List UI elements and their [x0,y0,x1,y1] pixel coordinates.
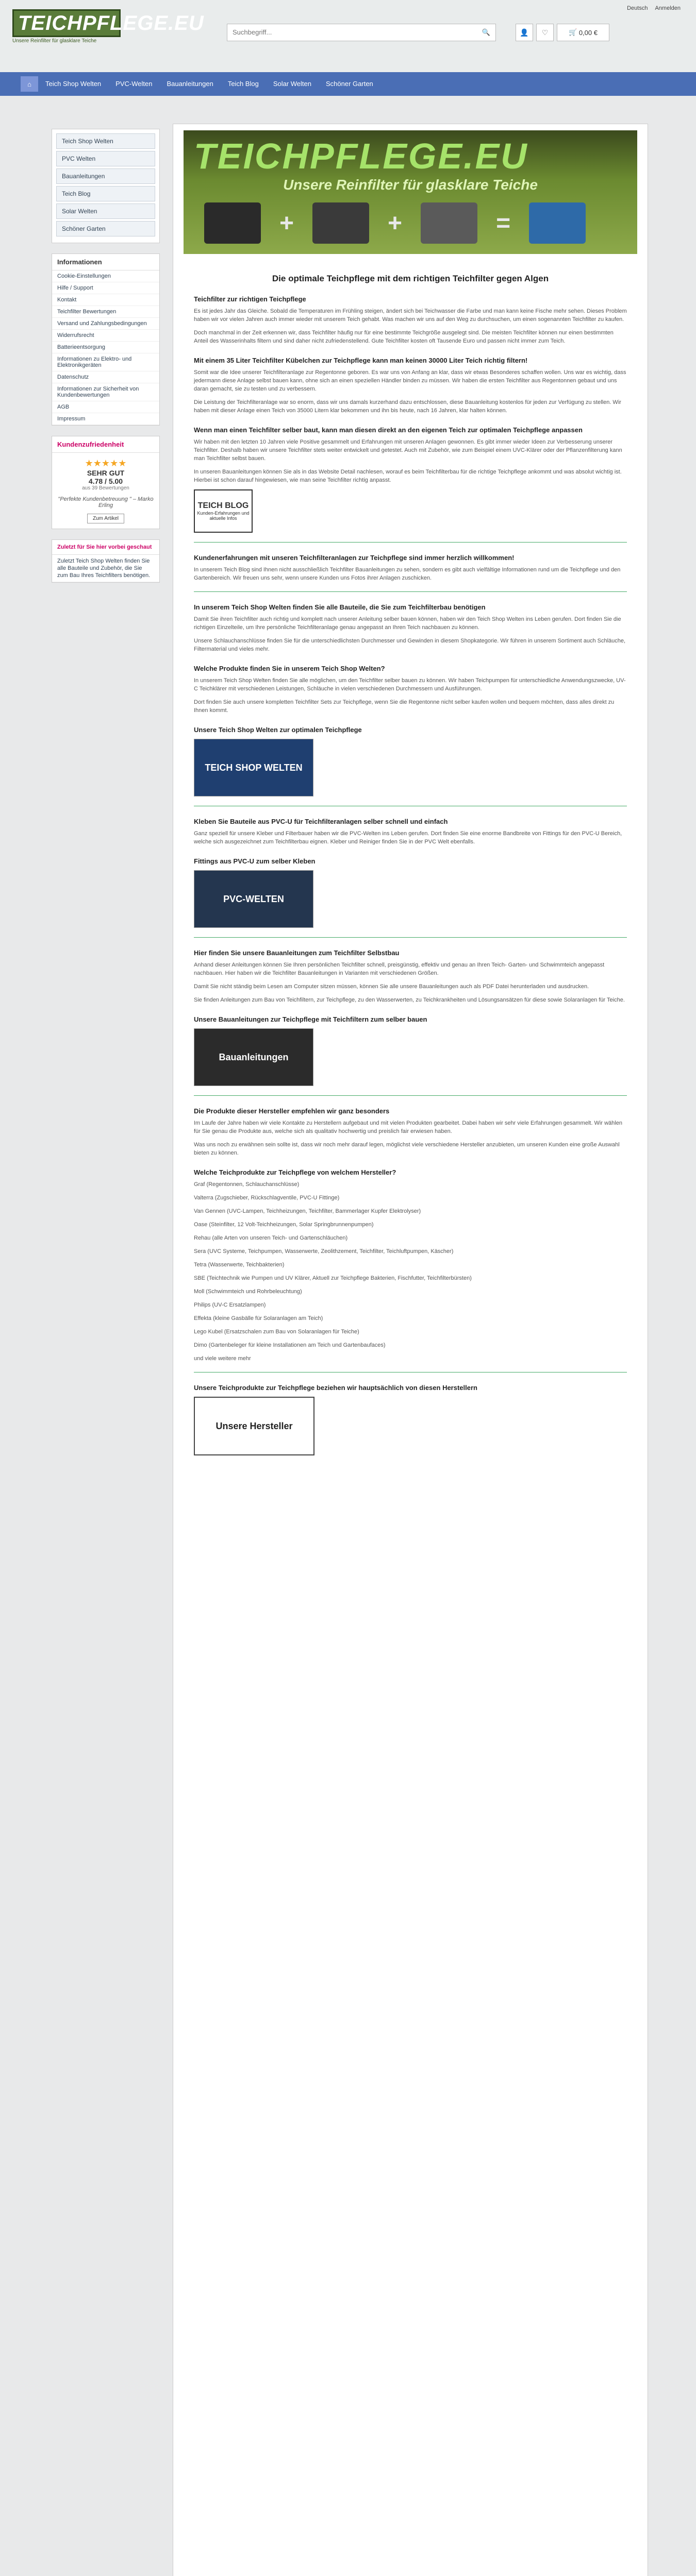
section-heading: Kundenerfahrungen mit unseren Teichfilteranlagen zur Teichpflege sind immer herzlich willkommen! [194,554,515,562]
blog-image[interactable] [194,489,253,533]
paragraph: Dort finden Sie auch unsere kompletten Teichfilter Sets zur Teichpflege, wenn Sie die Regentonne nicht selber kaufen wollen und bequem möchten, dass alles direkt zu Ihnen kommt. [194,699,615,714]
blog-image-caption: Kunden-Erfahrungen und aktuelle Infos [197,511,250,521]
section-heading: Hier finden Sie unsere Bauanleitungen zum Teichfilter Selbstbau [194,949,400,957]
recent-title: Zuletzt für Sie hier vorbei geschaut [52,540,159,555]
manufacturer-item: Lego Kubel (Ersatzschalen zum Bau von Solaranlagen für Teiche) [194,1329,359,1335]
section-heading: Kleben Sie Bauteile aus PVC-U für Teichfilteranlagen selber schnell und einfach [194,818,448,825]
section-heading: Welche Produkte finden Sie in unserem Teich Shop Welten? [194,665,385,672]
manufacturer-item: Graf (Regentonnen, Schlauchanschlüsse) [194,1181,300,1188]
manufacturer-item: Oase (Steinfilter, 12 Volt-Teichheizungen, Solar Springbrunnenpumpen) [194,1222,374,1228]
section-heading: Die Produkte dieser Hersteller empfehlen wir ganz besonders [194,1107,390,1115]
manufacturer-item: Tetra (Wasserwerte, Teichbakterien) [194,1262,285,1268]
main-content [173,124,648,2576]
pipe-image [421,202,477,244]
pvc-welten-image[interactable]: PVC-WELTEN [194,870,313,928]
clear-pond-image [529,202,586,244]
hero-title: TEICHPFLEGE.EU [194,136,528,176]
info-link[interactable]: Versand und Zahlungsbedingungen [52,318,159,330]
recent-box [52,539,160,583]
rating-link[interactable]: Zum Artikel [87,514,124,523]
section-heading: Unsere Teichprodukte zur Teichpflege beziehen wir hauptsächlich von diesen Herstellern [194,1384,477,1392]
hero-products [204,202,586,244]
nav-item-teich-shop[interactable]: Teich Shop Welten [45,80,102,88]
paragraph: Damit Sie nicht ständig beim Lesen am Computer sitzen müssen, können Sie alle unsere Bauanleitungen auch als PDF Datei herunterladen und ausdrucken. [194,984,589,990]
bauanleitungen-image[interactable]: Bauanleitungen [194,1028,313,1086]
divider [194,1095,627,1096]
info-box [52,253,160,426]
home-icon[interactable]: ⌂ [21,76,38,92]
cart-button[interactable] [557,24,609,41]
plus-icon: + [279,209,294,237]
section-heading: Teichfilter zur richtigen Teichpflege [194,295,306,303]
hersteller-image[interactable]: Unsere Hersteller [194,1397,314,1455]
info-link[interactable]: Datenschutz [52,371,159,383]
manufacturer-item: Dimo (Gartenbeleger für kleine Installationen am Teich und Gartenbaufaces) [194,1342,386,1348]
paragraph: In unseren Bauanleitungen können Sie als in das Website Detail nachlesen, worauf es beim Teichfilterbau für die richtige Teichpflege ankommt und was absolut wichtig ist. Hierbei ist schon darauf hingewiesen, wie man seine Teichfilter richtig anpasst. [194,469,622,483]
paragraph: Unsere Schlauchanschlüsse finden Sie für die unterschiedlichsten Durchmesser und Gewinden in diesem Shopkategorie. Wir führen in unserem Sortiment auch Schläuche, Filtermaterial und vieles mehr. [194,638,626,652]
manufacturer-item: und viele weitere mehr [194,1355,251,1362]
main-navigation [0,72,696,96]
recent-text: Zuletzt Teich Shop Welten finden Sie alle Bauteile und Zubehör, die Sie zum Bau Ihres Teichfilters benötigen. [52,555,159,582]
divider [194,937,627,938]
sidebar-item-shop[interactable]: Teich Shop Welten [56,133,155,149]
paragraph: Sie finden Anleitungen zum Bau von Teichfiltern, zur Teichpflege, zu den Wasserwerten, zu Teichkrankheiten und Lösungsansätzen für diese sowie Solaranlagen für Teiche. [194,997,625,1003]
sidebar-item-solar[interactable]: Solar Welten [56,204,155,219]
search-bar [227,24,496,41]
paragraph: In unserem Teich Shop Welten finden Sie alle möglichen, um den Teichfilter selber bauen zu können. Wir haben Teichpumpen für unterschiedliche Anwendungszwecke, UV-C Teichklärer mit verschiedenen Leistungen, Schläuche in vielen verschiedenen Durchmessern und Ausführungen. [194,677,626,692]
manufacturer-item: Valterra (Zugschieber, Rückschlagventile, PVC-U Fittinge) [194,1195,340,1201]
logo-text[interactable]: TEICHPFLEGE.EU [12,9,121,37]
nav-item-solar[interactable]: Solar Welten [273,80,311,88]
sidebar-menu [52,129,160,243]
manufacturer-item: SBE (Teichtechnik wie Pumpen und UV Klärer, Aktuell zur Teichpflege Bakterien, Fischfutter, Teichfilterbürsten) [194,1275,472,1281]
star-rating-icon: ★★★★★ [85,458,127,468]
section-heading: Wenn man einen Teichfilter selber baut, kann man diesen direkt an den eigenen Teich zur optimalen Teichpflege anpassen [194,426,583,434]
section-heading: Unsere Teich Shop Welten zur optimalen Teichpflege [194,726,362,734]
paragraph: Es ist jedes Jahr das Gleiche. Sobald die Temperaturen im Frühling steigen, ändert sich bei Teichwasser die Farbe und man kann keine Fische mehr sehen. Dieses Problem haben wir vor vielen Jahren auch immer wieder mit unserem Teich gehabt. Was machen wir uns auf den Weg zu durchsuchen, um einen sogenannten Teichfilter zu kaufen. [194,308,627,323]
logo-subtitle: Unsere Reinfilter für glasklare Teiche [12,38,97,44]
sidebar-item-bau[interactable]: Bauanleitungen [56,168,155,184]
info-link[interactable]: Informationen zur Sicherheit von Kundenbewertungen [52,383,159,401]
manufacturer-item: Effekta (kleine Gasbälle für Solaranlagen am Teich) [194,1315,323,1321]
section-heading: Unsere Bauanleitungen zur Teichpflege mit Teichfiltern zum selber bauen [194,1015,427,1023]
paragraph: Damit Sie ihren Teichfilter auch richtig und komplett nach unserer Anleitung selber bauen können, haben wir den Teich Shop Welten ins Leben gerufen. Dort finden Sie die richtigen Einzelteile, um Ihre persönliche Teichfilteranlage genau angepasst an Ihren Teich nachbauen zu können. [194,616,621,631]
login-link[interactable]: Anmelden [655,5,681,11]
cart-total: 0,00 € [578,28,598,37]
user-icon[interactable]: 👤 [516,24,533,41]
rating-word: SEHR GUT [87,469,125,477]
paragraph: Die Leistung der Teichfilteranlage war so enorm, dass wir uns damals kurzerhand dazu entschlossen, diese Bauanleitung kostenlos für jeden zur Verfügung zu stellen. Wir haben mit dieser Anlage einen Teich von 35000 Litern klar bekommen und ihn bis heute, nach 16 Jahren, klar halten können. [194,399,621,414]
info-link[interactable]: Hilfe / Support [52,282,159,294]
header [0,0,696,72]
filter-tank-image [204,202,261,244]
heart-icon[interactable]: ♡ [536,24,554,41]
top-links [627,5,681,11]
article-title: Die optimale Teichpflege mit dem richtigen Teichfilter gegen Algen [272,274,549,283]
hero-subtitle: Unsere Reinfilter für glasklare Teiche [283,177,538,193]
rating-title: Kundenzufriedenheit [52,436,159,453]
paragraph: Ganz speziell für unsere Kleber und Filterbauer haben wir die PVC-Welten ins Leben gerufen. Dort finden Sie eine enorme Bandbreite von Fittings für den PVC-U Bereich, welche sich ausgezeichnet zum Teichfilterbau eignen. Kleber und Reiniger finden Sie in der PVC Welt ebenfalls. [194,831,622,845]
section-heading: Mit einem 35 Liter Teichfilter Kübelchen zur Teichpflege kann man keinen 30000 Liter Teich richtig filtern! [194,357,528,364]
section-heading: Welche Teichprodukte zur Teichpflege von welchem Hersteller? [194,1168,396,1176]
nav-item-garten[interactable]: Schöner Garten [326,80,373,88]
manufacturer-item: Rehau (alle Arten von unseren Teich- und Gartenschläuchen) [194,1235,348,1241]
header-actions [516,24,609,41]
rating-value: 4.78 / 5.00 [88,477,123,485]
info-link[interactable]: Cookie-Einstellungen [52,270,159,282]
blog-image-title: TEICH BLOG [197,501,249,510]
logo[interactable] [12,9,204,56]
plus-icon: + [388,209,403,237]
equals-icon: = [496,209,511,237]
info-link[interactable]: Informationen zu Elektro- und Elektronikgeräten [52,353,159,371]
search-icon[interactable]: 🔍 [482,28,491,36]
section-heading: In unserem Teich Shop Welten finden Sie alle Bauteile, die Sie zum Teichfilterbau benötigen [194,603,486,611]
paragraph: Im Laufe der Jahre haben wir viele Kontakte zu Herstellern aufgebaut und mit vielen Produkten gearbeitet. Dabei haben wir sehr viele Erfahrungen gesammelt. Wir wählen für Sie genau die Produkte aus, welche sich als qualitativ hochwertig und preislich fair erwiesen haben. [194,1120,622,1134]
nav-item-blog[interactable]: Teich Blog [227,80,259,88]
cart-icon: 🛒 [569,28,579,36]
rating-box [52,436,160,529]
paragraph: In unserem Teich Blog sind Ihnen nicht ausschließlich Teichfilter Bauanleitungen zu sehen, sondern es gibt auch vielfältige Informationen rund um die Teichpflege und den Gartenbereich. Wir freuen uns sehr, wenn unsere Kunden uns Fotos ihrer Anlagen zuschicken. [194,567,621,581]
info-link[interactable]: Kontakt [52,294,159,306]
sidebar-item-garten[interactable]: Schöner Garten [56,221,155,236]
teich-shop-image[interactable]: TEICH SHOP WELTEN [194,739,313,796]
info-link[interactable]: Impressum [52,413,159,425]
rating-count: aus 39 Bewertungen [82,485,129,491]
rating-quote: "Perfekte Kundenbetreuung " – Marko Erling [58,496,154,509]
divider [194,542,627,543]
paragraph: Somit war die Idee unserer Teichfilteranlage zur Regentonne geboren. Es war uns von Anfang an klar, dass wir etwas Besonderes schaffen wollen. Uns war es wichtig, dass jedermann diese Anlage selbst bauen kann, ohne sich an einen speziellen Händler binden zu müssen. Wir haben die ersten Teichfilter aus Regentonnen gebaut und uns daran gemacht, sie zu testen und zu verbessern. [194,369,626,392]
article [194,274,627,1463]
nav-item-bauanleitungen[interactable]: Bauanleitungen [167,80,213,88]
nav-item-pvc[interactable]: PVC-Welten [115,80,153,88]
sidebar [52,129,160,583]
divider [194,591,627,592]
sidebar-item-blog[interactable]: Teich Blog [56,186,155,201]
paragraph: Doch manchmal in der Zeit erkennen wir, dass Teichfilter häufig nur für eine bestimmte Teichgröße ausgelegt sind. Die meisten Teichfilter können nur einen bestimmten Anteil des Wasserinhalts filtern und sind daher nicht zufriedenstellend. Gute Teichfilter kosten oft Tausende Euro und passen nicht immer zum Teich. [194,330,614,344]
section-heading: Fittings aus PVC-U zum selber Kleben [194,857,316,865]
info-title: Informationen [52,254,159,270]
paragraph: Was uns noch zu erwähnen sein sollte ist, dass wir noch mehr darauf legen, möglichst viele verschiedene Hersteller anzubieten, um unseren Kunden eine große Auswahl bieten zu können. [194,1142,620,1156]
info-link[interactable]: Widerrufsrecht [52,330,159,342]
info-link[interactable]: Teichfilter Bewertungen [52,306,159,318]
manufacturer-item: Van Gennen (UVC-Lampen, Teichheizungen, Teichfilter, Bammerlager Kupfer Elektrolyser) [194,1208,421,1214]
paragraph: Wir haben mit den letzten 10 Jahren viele Positive gesammelt und Erfahrungen mit unseren Anlagen gewonnen. Es gibt immer wieder Ideen zur Verbesserung unserer Teichfilter. Deshalb haben wir unsere Teichfilter stets weiter entwickelt und getestet. Auch mit Zubehör, wie zum Beispiel einem UVC-Klärer oder der Pflanzenfilterung kann man Teichfilter selbst bauen. [194,439,622,462]
language-switch[interactable]: Deutsch [627,5,648,11]
info-link[interactable]: Batterieentsorgung [52,342,159,353]
manufacturer-item: Philips (UV-C Ersatzlampen) [194,1302,266,1308]
search-input[interactable] [227,24,480,40]
info-link[interactable]: AGB [52,401,159,413]
sidebar-item-pvc[interactable]: PVC Welten [56,151,155,166]
hero-banner [184,130,637,254]
paragraph: Anhand dieser Anleitungen können Sie Ihren persönlichen Teichfilter schnell, preisgünstig, effektiv und genau an Ihren Teich- Garten- und Schwimmteich angepasst nachbauen. Hier haben wir die Teichfilter Bauanleitungen in Varianten mit verschiedenen Größen. [194,962,605,976]
manufacturer-item: Moll (Schwimmteich und Rohrbeleuchtung) [194,1289,302,1295]
manufacturer-item: Sera (UVC Systeme, Teichpumpen, Wasserwerte, Zeolithzement, Teichfilter, Teichluftpumpen, Käscher) [194,1248,454,1255]
uvc-image [312,202,369,244]
